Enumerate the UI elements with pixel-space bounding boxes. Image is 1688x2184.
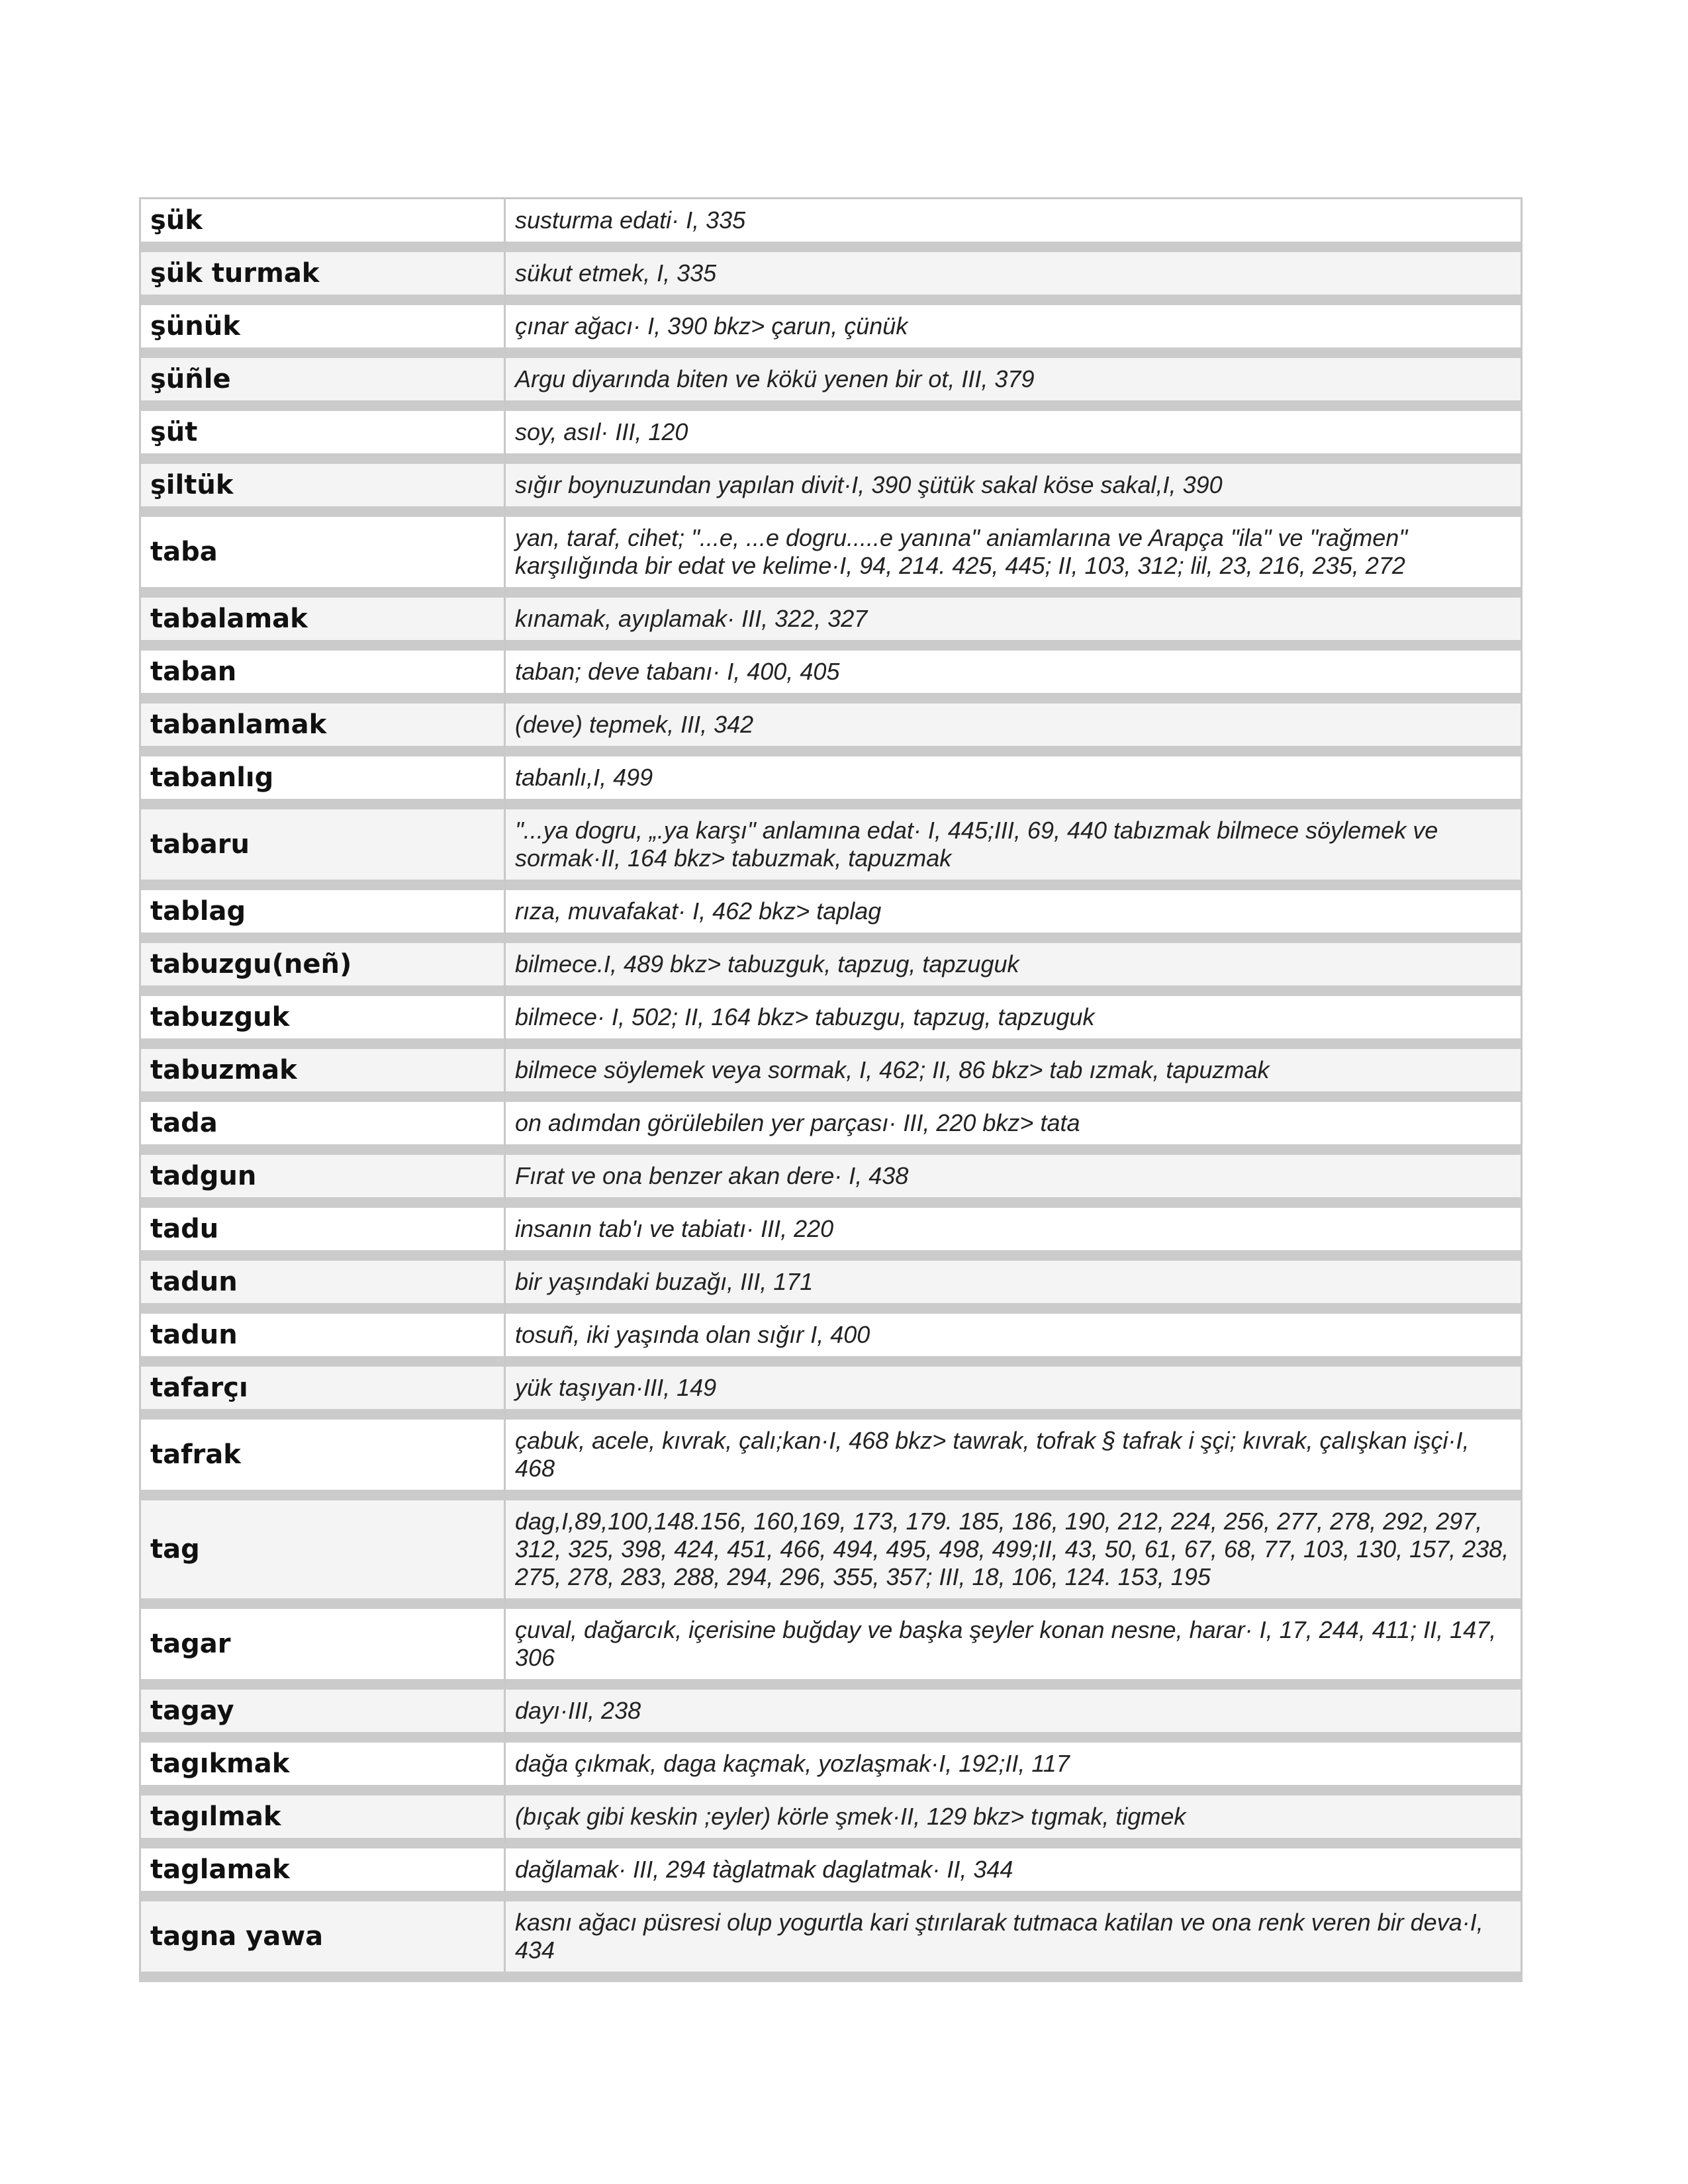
table-row xyxy=(141,1500,1521,1609)
table-row xyxy=(141,943,1521,996)
definition-cell: taban; deve tabanı· I, 400, 405 xyxy=(506,651,1521,704)
term-cell: tag xyxy=(141,1500,506,1609)
definition-cell: dayı·III, 238 xyxy=(506,1690,1521,1743)
definition-cell: Fırat ve ona benzer akan dere· I, 438 xyxy=(506,1155,1521,1208)
term-cell: tafarçı xyxy=(141,1367,506,1420)
definition-cell: insanın tab'ı ve tabiatı· III, 220 xyxy=(506,1208,1521,1261)
table-row xyxy=(141,1796,1521,1848)
table-row xyxy=(141,517,1521,598)
term-cell: tablag xyxy=(141,890,506,943)
definition-cell: çuval, dağarcık, içerisine buğday ve başka şeyler konan nesne, harar· I, 17, 244, 411; II, 147, 306 xyxy=(506,1609,1521,1690)
term-cell: tabuzmak xyxy=(141,1049,506,1102)
table-row xyxy=(141,1690,1521,1743)
term-cell: tadu xyxy=(141,1208,506,1261)
definition-cell: dağa çıkmak, daga kaçmak, yozlaşmak·I, 192;II, 117 xyxy=(506,1743,1521,1796)
table-row xyxy=(141,252,1521,305)
table-row xyxy=(141,1208,1521,1261)
table-row xyxy=(141,756,1521,809)
definition-cell: kasnı ağacı püsresi olup yogurtla kari ştırılarak tutmaca katilan ve ona renk veren bir deva·I, 434 xyxy=(506,1901,1521,1972)
definition-cell: bilmece· I, 502; II, 164 bkz> tabuzgu, tapzug, tapzuguk xyxy=(506,996,1521,1049)
term-cell: taglamak xyxy=(141,1848,506,1901)
term-cell: taba xyxy=(141,517,506,598)
definition-cell: soy, asıl· III, 120 xyxy=(506,411,1521,464)
term-cell: şük turmak xyxy=(141,252,506,305)
term-cell: şük xyxy=(141,199,506,252)
table-row xyxy=(141,809,1521,890)
definition-cell: bilmece.I, 489 bkz> tabuzguk, tapzug, tapzuguk xyxy=(506,943,1521,996)
term-cell: tabanlıg xyxy=(141,756,506,809)
definition-cell: bilmece söylemek veya sormak, I, 462; II, 86 bkz> tab ızmak, tapuzmak xyxy=(506,1049,1521,1102)
definition-cell: çınar ağacı· I, 390 bkz> çarun, çünük xyxy=(506,305,1521,358)
glossary-table xyxy=(139,197,1523,1982)
term-cell: tagılmak xyxy=(141,1796,506,1848)
term-cell: şiltük xyxy=(141,464,506,517)
definition-cell: on adımdan görülebilen yer parçası· III, 220 bkz> tata xyxy=(506,1102,1521,1155)
term-cell: tabuzguk xyxy=(141,996,506,1049)
term-cell: tagay xyxy=(141,1690,506,1743)
definition-cell: tabanlı,I, 499 xyxy=(506,756,1521,809)
table-row xyxy=(141,651,1521,704)
term-cell: tagna yawa xyxy=(141,1901,506,1972)
table-row xyxy=(141,1049,1521,1102)
definition-cell: rıza, muvafakat· I, 462 bkz> taplag xyxy=(506,890,1521,943)
table-row xyxy=(141,598,1521,651)
definition-cell: (bıçak gibi keskin ;eyler) körle şmek·II, 129 bkz> tıgmak, tigmek xyxy=(506,1796,1521,1848)
definition-cell: sükut etmek, I, 335 xyxy=(506,252,1521,305)
term-cell: tabaru xyxy=(141,809,506,890)
definition-cell: kınamak, ayıplamak· III, 322, 327 xyxy=(506,598,1521,651)
term-cell: tadgun xyxy=(141,1155,506,1208)
definition-cell: susturma edati· I, 335 xyxy=(506,199,1521,252)
term-cell: şüñle xyxy=(141,358,506,411)
definition-cell: çabuk, acele, kıvrak, çalı;kan·I, 468 bkz> tawrak, tofrak § tafrak i şçi; kıvrak, çalışkan işçi·I, 468 xyxy=(506,1420,1521,1500)
table-row xyxy=(141,411,1521,464)
term-cell: tabanlamak xyxy=(141,704,506,756)
table-row xyxy=(141,1420,1521,1500)
table-row xyxy=(141,1901,1521,1972)
definition-cell: dag,I,89,100,148.156, 160,169, 173, 179. 185, 186, 190, 212, 224, 256, 277, 278, 292, 297, 312, 325, 398, 424, 451, 466, 494, 495, 498, 499;II, 43, 50, 61, 67, 68, 77, 103, 130, 157, 238, 275, 278, 283, 288, 294, 296, 355, 357; III, 18, 106, 124. 153, 195 xyxy=(506,1500,1521,1609)
term-cell: tagar xyxy=(141,1609,506,1690)
table-row xyxy=(141,358,1521,411)
definition-cell: yük taşıyan·III, 149 xyxy=(506,1367,1521,1420)
term-cell: tabalamak xyxy=(141,598,506,651)
table-row xyxy=(141,1609,1521,1690)
term-cell: şünük xyxy=(141,305,506,358)
term-cell: tada xyxy=(141,1102,506,1155)
table-row xyxy=(141,1367,1521,1420)
table-row xyxy=(141,199,1521,252)
term-cell: taban xyxy=(141,651,506,704)
table-row xyxy=(141,996,1521,1049)
table-row xyxy=(141,1848,1521,1901)
term-cell: tadun xyxy=(141,1314,506,1367)
table-row xyxy=(141,1743,1521,1796)
term-cell: tagıkmak xyxy=(141,1743,506,1796)
table-row xyxy=(141,305,1521,358)
term-cell: tadun xyxy=(141,1261,506,1314)
definition-cell: sığır boynuzundan yapılan divit·I, 390 şütük sakal köse sakal,I, 390 xyxy=(506,464,1521,517)
definition-cell: yan, taraf, cihet; "...e, ...e dogru.....e yanına" aniamlarına ve Arapça "ila" ve "rağmen" karşılığında bir edat ve kelime·I, 94, 214. 425, 445; II, 103, 312; lil, 23, 216, 235, 272 xyxy=(506,517,1521,598)
table-row xyxy=(141,1102,1521,1155)
definition-cell: (deve) tepmek, III, 342 xyxy=(506,704,1521,756)
definition-cell: "...ya dogru, „.ya karşı" anlamına edat· I, 445;III, 69, 440 tabızmak bilmece söylemek ve sormak·II, 164 bkz> tabuzmak, tapuzmak xyxy=(506,809,1521,890)
term-cell: şüt xyxy=(141,411,506,464)
term-cell: tafrak xyxy=(141,1420,506,1500)
table-row xyxy=(141,1261,1521,1314)
table-row xyxy=(141,704,1521,756)
table-row xyxy=(141,464,1521,517)
table-row xyxy=(141,890,1521,943)
table-row xyxy=(141,1314,1521,1367)
table-row xyxy=(141,1155,1521,1208)
definition-cell: dağlamak· III, 294 tàglatmak daglatmak· II, 344 xyxy=(506,1848,1521,1901)
term-cell: tabuzgu(neñ) xyxy=(141,943,506,996)
definition-cell: Argu diyarında biten ve kökü yenen bir ot, III, 379 xyxy=(506,358,1521,411)
definition-cell: bir yaşındaki buzağı, III, 171 xyxy=(506,1261,1521,1314)
definition-cell: tosuñ, iki yaşında olan sığır I, 400 xyxy=(506,1314,1521,1367)
